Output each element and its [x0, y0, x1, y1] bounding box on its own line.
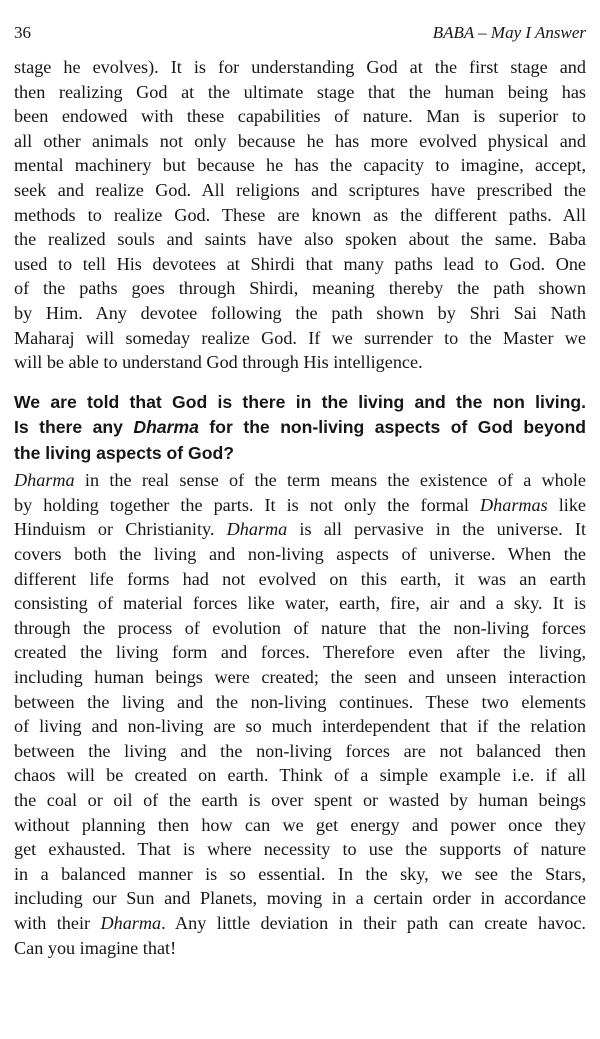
text-run: by holding together the parts. It is not only the formal [14, 494, 480, 515]
page-header [14, 20, 586, 46]
text-line: mental machinery but because he has the capacity to imagine, accept, [14, 155, 586, 176]
text-line: including human beings were created; the seen and unseen interaction [14, 666, 586, 687]
text-line: then realizing God at the ultimate stage that the human being has [14, 81, 586, 102]
text-line: consisting of material forces like water, earth, fire, air and a sky. It is [14, 593, 586, 614]
text-line: all other animals not only because he has more evolved physical and [14, 130, 586, 151]
text-line: get exhausted. That is where necessity to use the supports of nature [14, 839, 586, 860]
heading-line: We are told that God is there in the living and the non living. [14, 391, 586, 412]
text-line: in a balanced manner is so essential. In the sky, we see the Stars, [14, 863, 586, 884]
text-line: without planning then how can we get energy and power once they [14, 814, 586, 835]
text-line [14, 911, 586, 936]
italic-term: Dharma [14, 470, 75, 491]
text-line: between the living and the non-living forces are not balanced then [14, 740, 586, 761]
text-line: the coal or oil of the earth is over spent or wasted by human beings [14, 789, 586, 810]
text-run: with their [14, 912, 101, 933]
running-title: BABA – May I Answer [432, 23, 586, 42]
text-line: the realized souls and saints have also spoken about the same. Baba [14, 229, 586, 250]
text-run: like [547, 494, 586, 515]
heading-line [14, 415, 586, 441]
text-line: of the paths goes through Shirdi, meaning thereby the path shown [14, 278, 586, 299]
text-line: of living and non-living are so much interdependent that if the relation [14, 716, 586, 737]
text-line: been endowed with these capabilities of nature. Man is superior to [14, 106, 586, 127]
text-line: chaos will be created on earth. Think of a simple example i.e. if all [14, 765, 586, 786]
heading-italic-term: Dharma [133, 417, 199, 438]
text-line: methods to realize God. These are known as the different paths. All [14, 204, 586, 225]
page-number: 36 [14, 23, 31, 42]
text-line: Maharaj will someday realize God. If we surrender to the Master we [14, 327, 586, 348]
heading-line: the living aspects of God? [14, 442, 234, 463]
text-line: by Him. Any devotee following the path shown by Shri Sai Nath [14, 302, 586, 323]
answer-paragraph [14, 468, 586, 960]
text-line: stage he evolves). It is for understanding God at the first stage and [14, 57, 586, 77]
text-line: will be able to understand God through His intelligence. [14, 352, 423, 373]
text-line: different life forms had not evolved on this earth, it was an earth [14, 568, 586, 589]
text-line: seek and realize God. All religions and scriptures have prescribed the [14, 179, 586, 200]
paragraph-continuation [14, 55, 586, 375]
italic-term: Dharma [100, 912, 162, 933]
text-line [14, 493, 586, 518]
text-line [14, 517, 586, 542]
italic-term: Dharma [226, 519, 288, 540]
text-run: in the real sense of the term means the existence of a whole [74, 470, 586, 491]
question-heading [14, 390, 586, 467]
text-line: including our Sun and Planets, moving in a certain order in accordance [14, 888, 586, 909]
text-line: used to tell His devotees at Shirdi that many paths lead to God. One [14, 253, 586, 274]
text-line [14, 468, 586, 493]
body-text [14, 55, 586, 960]
text-line: Can you imagine that! [14, 937, 177, 958]
text-line: created the living form and forces. Therefore even after the living, [14, 642, 586, 663]
text-run: . Any little deviation in their path can create havoc. [161, 912, 586, 933]
text-run: Hinduism or Christianity. [14, 519, 227, 540]
text-line: between the living and the non-living continues. These two elements [14, 691, 586, 712]
heading-text: Is there any [14, 417, 134, 438]
text-run: is all pervasive in the universe. It [287, 519, 586, 540]
italic-term: Dharmas [480, 494, 548, 515]
text-line: through the process of evolution of nature that the non-living forces [14, 617, 586, 638]
text-line: covers both the living and non-living aspects of universe. When the [14, 544, 586, 564]
heading-text: for the non-living aspects of God beyond [198, 417, 586, 438]
